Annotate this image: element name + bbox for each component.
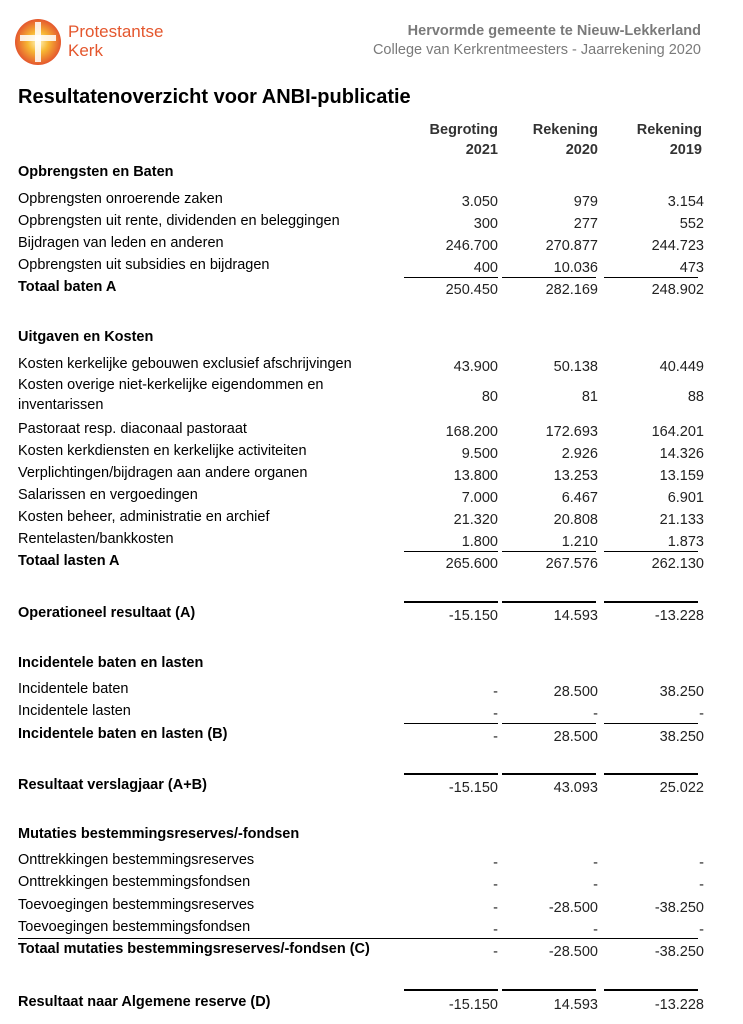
table-row: Kosten overige niet-kerkelijke eigendommen en inventarissen 80 81 88 [18, 377, 704, 413]
section-heading-mutaties: Mutaties bestemmingsreserves/-fondsen [18, 826, 300, 842]
page-title: Resultatenoverzicht voor ANBI-publicatie [18, 86, 411, 108]
total-row: Totaal baten A 250.450 282.169 248.902 [18, 279, 704, 298]
result-row-algemene-reserve: Resultaat naar Algemene reserve (D) -15.150 14.593 -13.228 [18, 994, 704, 1013]
table-row: Toevoegingen bestemmingsfondsen - - - [18, 919, 704, 938]
table-row: Pastoraat resp. diaconaal pastoraat 168.200 172.693 164.201 [18, 421, 704, 440]
table-row: Bijdragen van leden en anderen 246.700 270.877 244.723 [18, 235, 704, 254]
result-row-verslagjaar: Resultaat verslagjaar (A+B) -15.150 43.093 25.022 [18, 777, 704, 796]
table-row: Onttrekkingen bestemmingsreserves - - - [18, 852, 704, 871]
total-row: Totaal lasten A 265.600 267.576 262.130 [18, 553, 704, 572]
column-header-rekening-2020: Rekening 2020 [532, 122, 598, 158]
column-header-begroting-2021: Begroting 2021 [429, 122, 498, 158]
column-header-rekening-2019: Rekening 2019 [636, 122, 702, 158]
table-row: Opbrengsten uit rente, dividenden en beleggingen 300 277 552 [18, 213, 704, 232]
document-subtitle: College van Kerkrentmeesters - Jaarrekening 2020 [372, 42, 701, 58]
table-row: Toevoegingen bestemmingsreserves - -28.500 -38.250 [18, 897, 704, 916]
section-heading-opbrengsten: Opbrengsten en Baten [18, 164, 174, 180]
total-row: Incidentele baten en lasten (B) - 28.500 38.250 [18, 726, 704, 745]
table-row: Kosten beheer, administratie en archief 21.320 20.808 21.133 [18, 509, 704, 528]
table-row: Incidentele baten - 28.500 38.250 [18, 681, 704, 700]
table-row: Onttrekkingen bestemmingsfondsen - - - [18, 874, 704, 893]
protestantse-kerk-logo-icon [14, 18, 62, 66]
table-row: Kosten kerkelijke gebouwen exclusief afschrijvingen 43.900 50.138 40.449 [18, 356, 704, 375]
table-row: Opbrengsten onroerende zaken 3.050 979 3.154 [18, 191, 704, 210]
document-header [373, 22, 701, 60]
table-row: Salarissen en vergoedingen 7.000 6.467 6.901 [18, 487, 704, 506]
table-row: Kosten kerkdiensten en kerkelijke activiteiten 9.500 2.926 14.326 [18, 443, 704, 462]
logo-text: Protestantse Kerk [68, 22, 164, 60]
table-row: Incidentele lasten - - - [18, 703, 704, 722]
table-row: Opbrengsten uit subsidies en bijdragen 400 10.036 473 [18, 257, 704, 276]
organization-name: Hervormde gemeente te Nieuw-Lekkerland [407, 23, 701, 39]
total-row: Totaal mutaties bestemmingsreserves/-fondsen (C) - -28.500 -38.250 [18, 941, 704, 960]
table-row: Rentelasten/bankkosten 1.800 1.210 1.873 [18, 531, 704, 550]
section-heading-incidenteel: Incidentele baten en lasten [18, 655, 204, 671]
table-row: Verplichtingen/bijdragen aan andere organen 13.800 13.253 13.159 [18, 465, 704, 484]
section-heading-uitgaven: Uitgaven en Kosten [18, 329, 154, 345]
result-row-operationeel: Operationeel resultaat (A) -15.150 14.593 -13.228 [18, 605, 704, 624]
